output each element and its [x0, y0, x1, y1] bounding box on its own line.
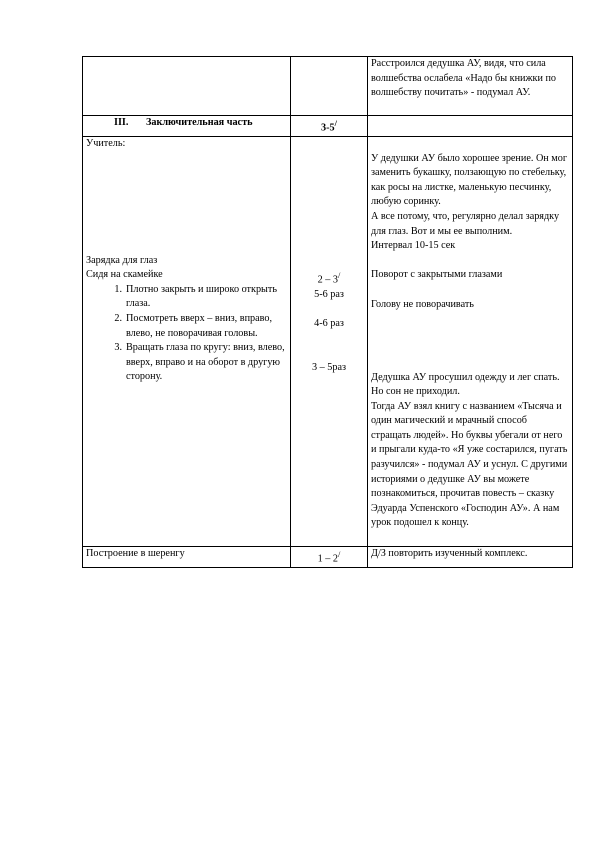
story-paragraph: У дедушки АУ было хорошее зрение. Он мог заменить букашку, ползающую по стебельку, как росы на листке, маленькую песчинку, любую соринку.: [371, 152, 568, 208]
table-row: [83, 57, 573, 116]
formation-cell: Построение в шеренгу: [83, 546, 291, 567]
interval-note: Интервал 10-15 сек: [371, 240, 456, 252]
story-paragraph: Тогда АУ взял книгу с названием «Тысяча и один магический и мрачный способ стращать людей». Но буквы убегали от него и прыгали куда-то «Я уже состарился, пугать разучился» - подумал АУ и уснул. С другими историями о дедушке АУ вы можете познакомиться, прочитав повесть – сказку Эдуарда Успенского «Господин АУ». А нам урок подошел к концу.: [371, 400, 568, 529]
exercise-text: Плотно закрыть и широко открыть глаза.: [126, 283, 277, 310]
section-time: 3-5: [321, 122, 335, 134]
empty-cell: [368, 116, 573, 137]
spacer: [294, 137, 364, 268]
section-header-row: [83, 116, 573, 137]
dosage-cell: [291, 136, 368, 546]
spacer: [371, 283, 569, 298]
spacer: [371, 312, 569, 370]
story-paragraph: Дедушка АУ просушил одежду и лег спать. Но сон не приходил.: [371, 371, 560, 398]
minute-mark: /: [338, 269, 341, 280]
dose-3: 3 – 5раз: [311, 361, 346, 373]
sitting-time: [294, 268, 364, 288]
empty-cell: [291, 57, 368, 116]
homework-cell: Д/З повторить изученный комплекс.: [368, 546, 573, 567]
spacer: [86, 152, 287, 254]
list-item: [86, 312, 287, 341]
exercise-note-1: Поворот с закрытыми глазами: [371, 269, 503, 281]
empty-cell: [83, 57, 291, 116]
eye-exercise-label: Зарядка для глаз: [86, 254, 158, 266]
dose-1: 5-6 раз: [314, 288, 344, 300]
spacer: [371, 137, 569, 152]
list-number: 3.: [114, 342, 122, 354]
exercise-list: [86, 283, 287, 385]
teacher-label: Учитель:: [86, 137, 126, 149]
table-row: [83, 546, 573, 567]
notes-cell: [368, 136, 573, 546]
story-paragraph: А все потому, что, регулярно делал зарядку для глаз. Вот и мы ее выполним.: [371, 210, 560, 237]
time-value: 1 – 2: [317, 553, 338, 565]
minute-mark: /: [338, 548, 341, 559]
list-item: [86, 341, 287, 385]
spacer: [294, 303, 364, 318]
dose-2: 4-6 раз: [314, 318, 344, 330]
section-title: Заключительная часть: [146, 117, 253, 128]
time-value: 2 – 3: [317, 274, 338, 286]
minute-mark: /: [334, 118, 337, 128]
table-row: [83, 136, 573, 546]
section-title-cell: [83, 116, 291, 137]
section-number: III.: [114, 117, 129, 128]
exercise-text: Посмотреть вверх – вниз, вправо, влево, не поворачивая головы.: [126, 312, 273, 339]
spacer: [371, 254, 569, 269]
list-number: 1.: [114, 283, 122, 295]
formation-time-cell: [291, 546, 368, 567]
sitting-label: Сидя на скамейке: [86, 269, 163, 281]
spacer: [294, 332, 364, 361]
list-item: [86, 283, 287, 312]
activity-cell: [83, 136, 291, 546]
list-number: 2.: [114, 312, 122, 324]
exercise-text: Вращать глаза по кругу: вниз, влево, вверх, вправо и на оборот в другую сторону.: [126, 342, 285, 383]
exercise-note-2: Голову не поворачивать: [371, 298, 474, 310]
spacer: [371, 531, 569, 546]
section-time-cell: [291, 116, 368, 137]
story-cell: Расстроился дедушка АУ, видя, что сила волшебства ослабела «Надо бы книжки по волшебству почитать» - подумал АУ.: [368, 57, 573, 116]
lesson-plan-table: [82, 56, 573, 568]
